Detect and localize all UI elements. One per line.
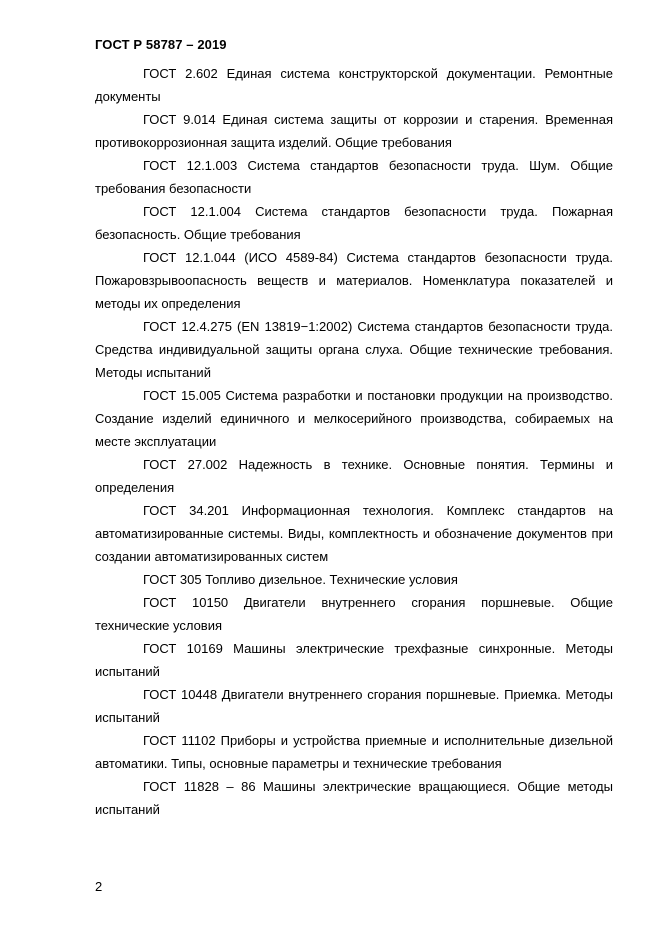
normative-references-list (95, 62, 613, 821)
reference-item: ГОСТ 12.1.003 Система стандартов безопасности труда. Шум. Общие требования безопасности (95, 158, 613, 196)
reference-item: ГОСТ 2.602 Единая система конструкторской документации. Ремонтные документы (95, 66, 613, 104)
reference-item: ГОСТ 11102 Приборы и устройства приемные и исполнительные дизельной автоматики. Типы, основные параметры и технические требования (95, 733, 613, 771)
document-header: ГОСТ Р 58787 – 2019 (95, 37, 227, 52)
reference-item: ГОСТ 15.005 Система разработки и постановки продукции на производство. Создание изделий единичного и мелкосерийного производства, собираемых на месте эксплуатации (95, 388, 613, 449)
reference-item: ГОСТ 11828 – 86 Машины электрические вращающиеся. Общие методы испытаний (95, 779, 613, 817)
reference-item: ГОСТ 10169 Машины электрические трехфазные синхронные. Методы испытаний (95, 641, 613, 679)
reference-item: ГОСТ 10150 Двигатели внутреннего сгорания поршневые. Общие технические условия (95, 595, 613, 633)
reference-item: ГОСТ 12.1.044 (ИСО 4589-84) Система стандартов безопасности труда. Пожаровзрывоопасность веществ и материалов. Номенклатура показателей и методы их определения (95, 250, 613, 311)
reference-item: ГОСТ 12.1.004 Система стандартов безопасности труда. Пожарная безопасность. Общие требования (95, 204, 613, 242)
reference-item: ГОСТ 12.4.275 (EN 13819−1:2002) Система стандартов безопасности труда. Средства индивидуальной защиты органа слуха. Общие технические требования. Методы испытаний (95, 319, 613, 380)
reference-item: ГОСТ 10448 Двигатели внутреннего сгорания поршневые. Приемка. Методы испытаний (95, 687, 613, 725)
reference-item: ГОСТ 305 Топливо дизельное. Технические условия (143, 572, 458, 587)
page-number: 2 (95, 879, 103, 894)
reference-item: ГОСТ 9.014 Единая система защиты от коррозии и старения. Временная противокоррозионная защита изделий. Общие требования (95, 112, 613, 150)
reference-item: ГОСТ 27.002 Надежность в технике. Основные понятия. Термины и определения (95, 457, 613, 495)
reference-item: ГОСТ 34.201 Информационная технология. Комплекс стандартов на автоматизированные системы. Виды, комплектность и обозначение документов при создании автоматизированных систем (95, 503, 613, 564)
